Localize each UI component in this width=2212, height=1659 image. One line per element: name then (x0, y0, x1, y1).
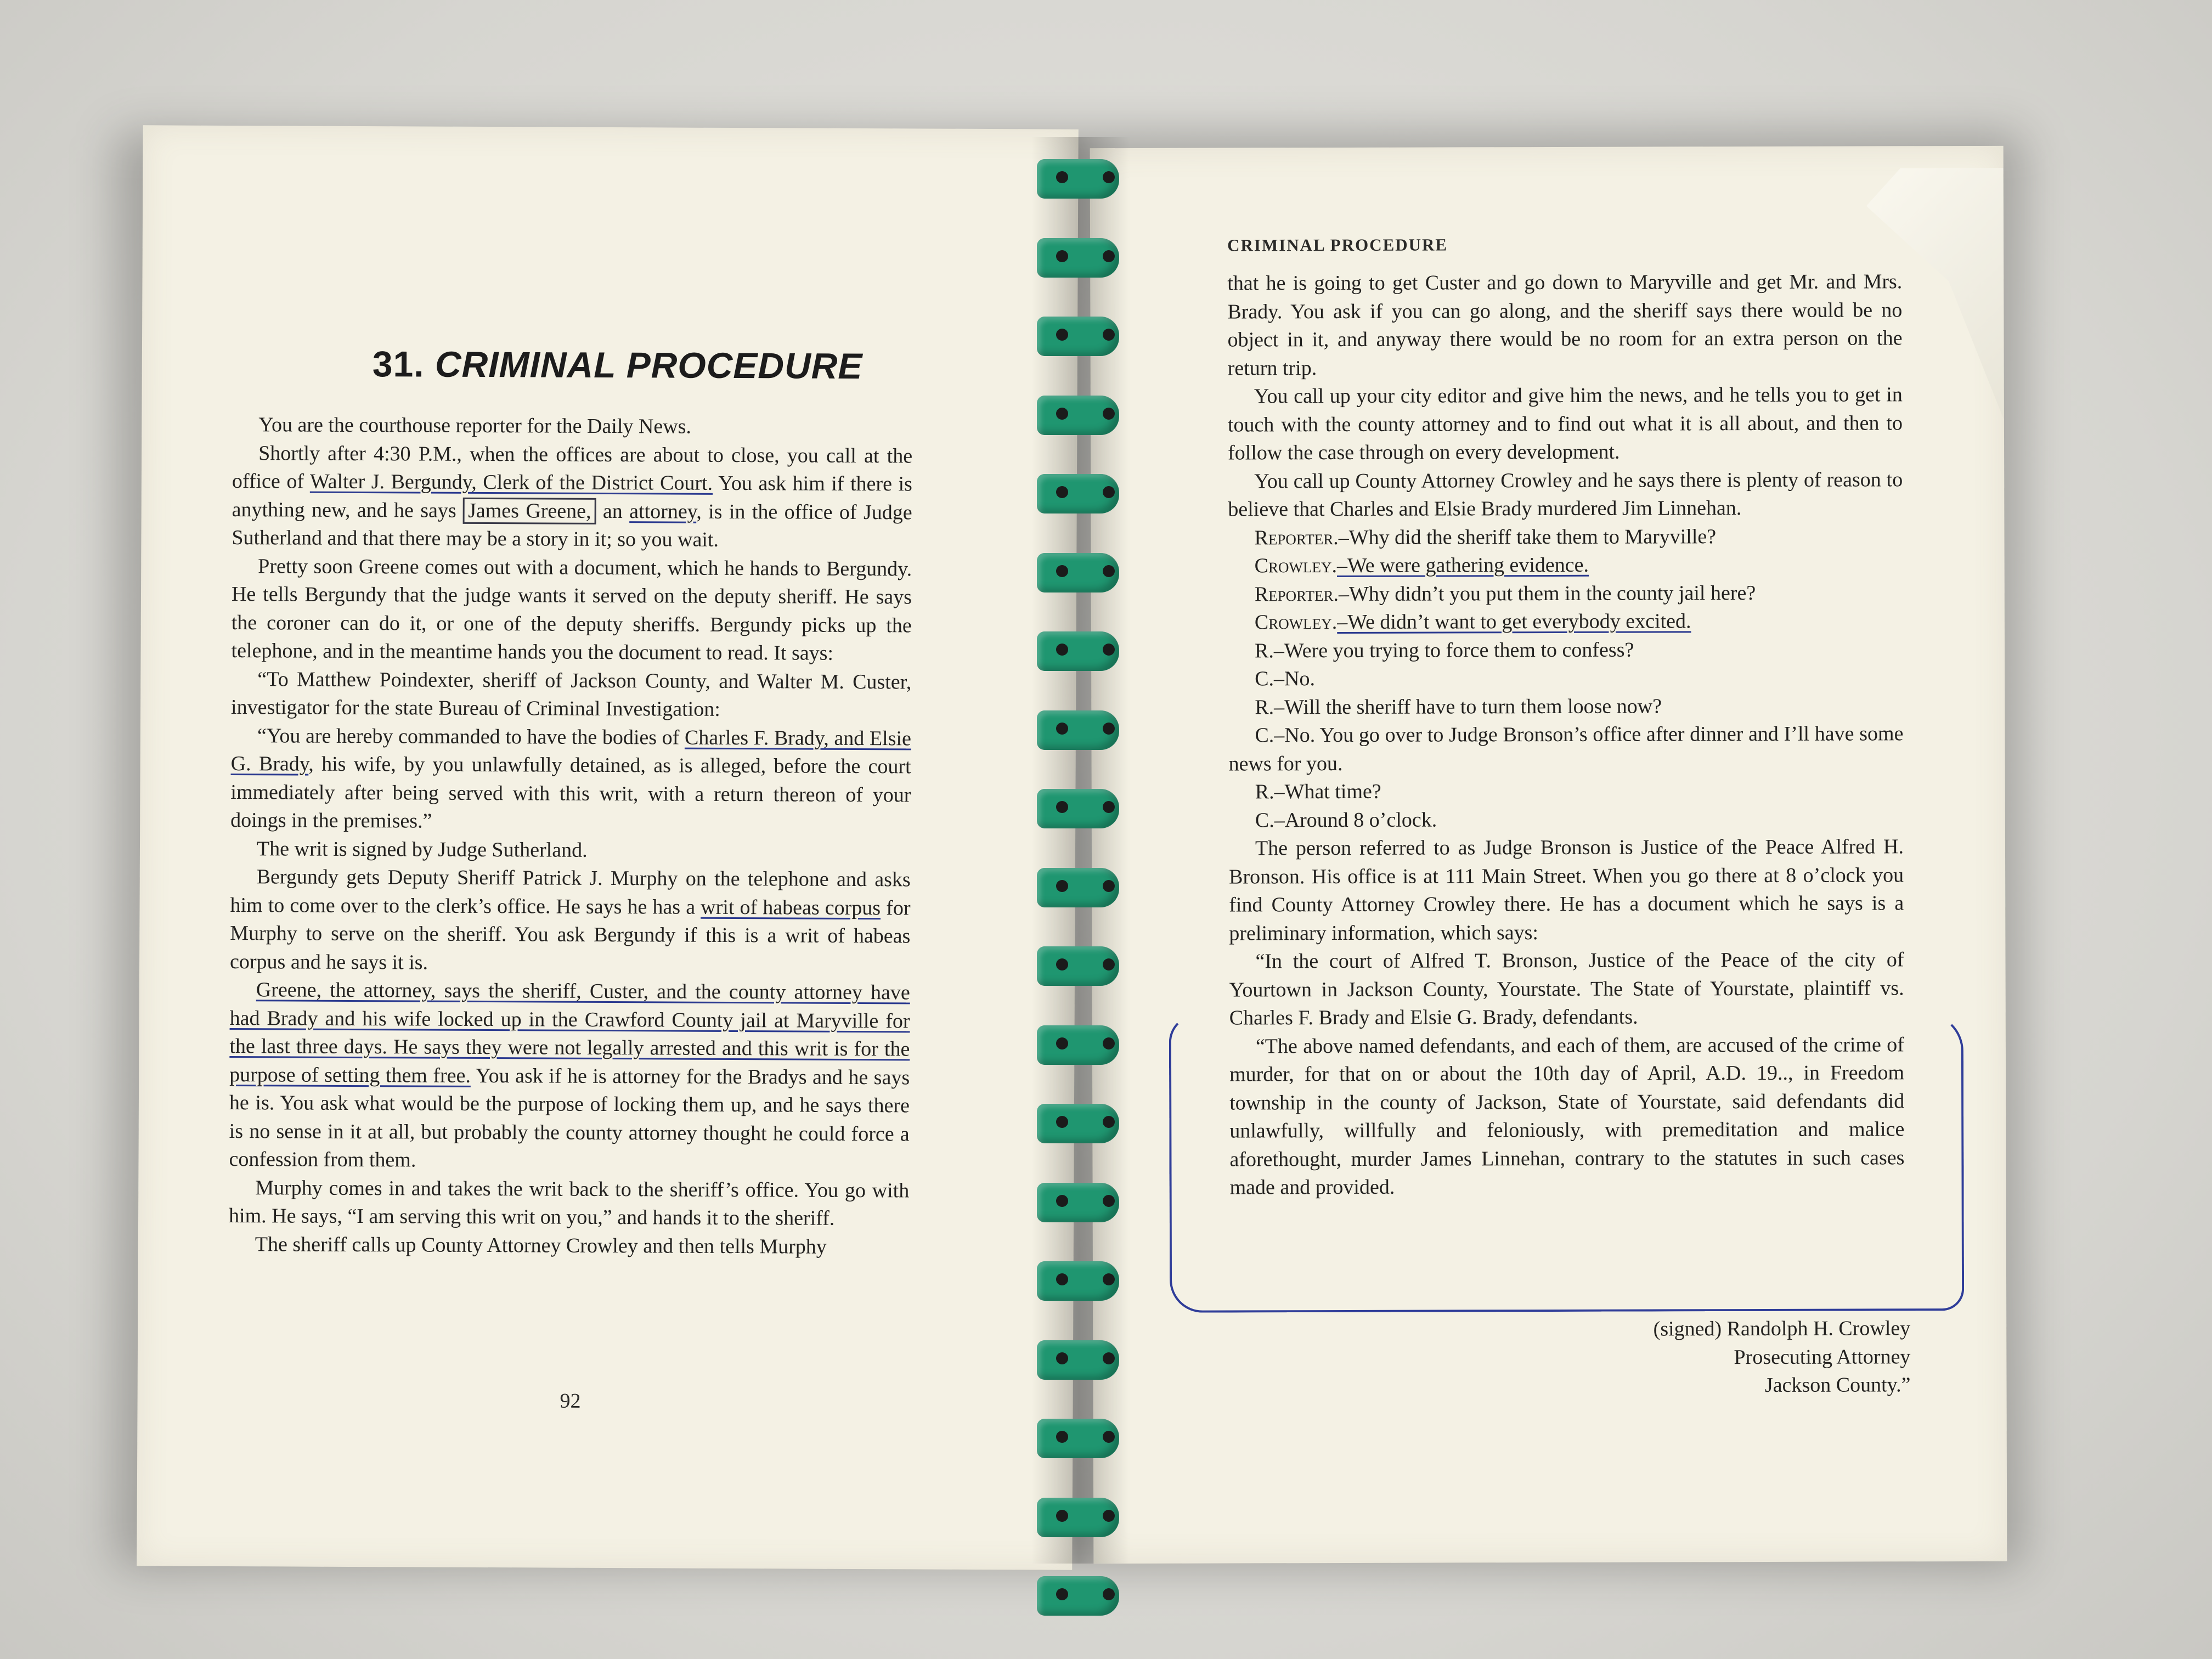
paragraph: “The above named defendants, and each of them, are accused of the crime of murder, for that on or about the 10th day of April, A.D. 19.., in Freedom township in the county of Jackson, State of Yourstate, said defendants did unlawfully, willfully and feloniously, with premeditation and malice aforethought, murder James Linnehan, contrary to the statutes in such cases made and provided. (1229, 1032, 1905, 1199)
spiral-coil (1037, 548, 1130, 587)
pen-underline: Greene, the attorney, says the sheriff, Custer, and the county attorney have had Brady and his wife locked up in the Crawford County jail at Maryville for the last three days. He says they were not legally arrested and this writ is for the purpose of setting them free. (229, 978, 910, 1087)
signature-line: (signed) Randolph H. Crowley (1653, 1317, 1911, 1341)
paragraph: You call up County Attorney Crowley and he says there is plenty of reason to believe that Charles and Elsie Brady murdered Jim Linnehan. (1228, 467, 1903, 521)
paragraph: Shortly after 4:30 P.M., when the offices are about to close, you call at the office of Walter J. Bergundy, Clerk of the District Court. You ask him if there is anything new, and he says James Greene, an attorney, is in the office of Judge Sutherland and that there may be a story in it; so you wait. (232, 441, 913, 551)
pen-underline: writ of habeas corpus (701, 895, 881, 919)
spiral-coil (1037, 1098, 1130, 1138)
pen-underline: Walter J. Bergundy, Clerk of the District Court. (309, 470, 713, 495)
pen-underline: attorney (629, 499, 697, 523)
paragraph: The person referred to as Judge Bronson is Justice of the Peace Alfred H. Bronson. His office is at 111 Main Street. When you go there at 8 o’clock you find County Attorney Crowley there. He has a document which he says is a preliminary information, which says: (1229, 835, 1904, 945)
pen-underline: –We didn’t want to get everybody excited. (1337, 610, 1691, 634)
spiral-coil (1037, 1335, 1130, 1374)
spiral-coil (1037, 941, 1130, 980)
spiral-coil (1037, 1413, 1130, 1453)
spiral-coil (1037, 862, 1130, 902)
page-number: 92 (560, 1389, 581, 1413)
paragraph: Pretty soon Greene comes out with a document, which he hands to Bergundy. He tells Bergundy that the judge wants it served on the deputy sheriff. He says the coroner can do it, or one of the deputy sheriffs. Bergundy picks up the telephone, and in the meantime hands you the document to read. It says: (231, 554, 912, 665)
spiral-coil (1037, 1256, 1130, 1295)
paragraph: Bergundy gets Deputy Sheriff Patrick J. Murphy on the telephone and asks him to come over to the clerk’s office. He says he has a writ of habeas corpus for Murphy to serve on the sheriff. You ask Bergundy if this is a writ of habeas corpus and he says it is. (229, 865, 911, 974)
paragraph: The sheriff calls up County Attorney Crowley and then tells Murphy (255, 1232, 827, 1259)
chapter-number: 31. (372, 343, 425, 385)
spiral-coil (1037, 626, 1130, 665)
dialog-line: C.–No. You go over to Judge Bronson’s office after dinner and I’ll have some news for you. (1228, 722, 1904, 776)
signature-block (1526, 1314, 1910, 1400)
right-page (1090, 146, 2007, 1564)
spiral-coil (1037, 1020, 1130, 1059)
spiral-coil (1037, 469, 1130, 508)
dialog-line: C.–No. (1255, 667, 1316, 691)
dialog-line: R.–Were you trying to force them to confess? (1254, 638, 1634, 662)
running-head: CRIMINAL PROCEDURE (1227, 235, 1448, 255)
spiral-coil (1037, 1571, 1130, 1610)
dialog-line: Reporter.–Why didn’t you put them in the county jail here? (1254, 581, 1756, 606)
pen-box: James Greene, (463, 497, 596, 524)
chapter-title: CRIMINAL PROCEDURE (435, 343, 863, 387)
dialog-line: Reporter.–Why did the sheriff take them to Maryville? (1254, 524, 1717, 549)
paragraph: Greene, the attorney, says the sheriff, Custer, and the county attorney have had Brady and his wife locked up in the Crawford County jail at Maryville for the last three days. He says they were not legally arrested and this writ is for the purpose of setting them free. You ask if he is attorney for the Bradys and he says he is. You ask what would be the purpose of locking them up, and he says there is no sense in it at all, but probably the county attorney thought he could force a confession from them. (229, 978, 910, 1172)
dialog-line: Crowley.–We were gathering evidence. (1254, 553, 1589, 578)
spiral-coil (1037, 1177, 1130, 1217)
left-body-text (229, 411, 913, 1261)
pen-bracket (1169, 1013, 1964, 1313)
spiral-coil (1037, 233, 1130, 272)
signature-title: Prosecuting Attorney (1734, 1345, 1911, 1369)
spiral-coil (1037, 390, 1130, 430)
paragraph: “To Matthew Poindexter, sheriff of Jackson County, and Walter M. Custer, investigator for the state Bureau of Criminal Investigation: (231, 667, 912, 721)
left-page (137, 125, 1078, 1570)
paragraph: “In the court of Alfred T. Bronson, Justice of the Peace of the city of Yourtown in Jackson County, Yourstate. The State of Yourstate, plaintiff vs. Charles F. Brady and Elsie G. Brady, defendants. (1229, 948, 1904, 1030)
spiral-coil (1037, 783, 1130, 823)
paragraph: “You are hereby commanded to have the bodies of Charles F. Brady, and Elsie G. Brady, his wife, by you unlawfully detained, as is alleged, before the court immediately after being served with this writ, with a return thereon of your doings in the premises.” (230, 724, 911, 833)
paragraph: You call up your city editor and give him the news, and he tells you to get in touch with the county attorney and to find out what it is all about, and then to follow the case through on every development. (1227, 383, 1903, 465)
spiral-coil (1037, 1492, 1130, 1532)
paragraph: that he is going to get Custer and go down to Maryville and get Mr. and Mrs. Brady. You ask if you can go along, and the sheriff says there would be no object in it, and anyway there would be no room for an extra person on the return trip. (1227, 270, 1903, 380)
pen-underline: –We were gathering evidence. (1336, 553, 1589, 578)
dialog-line: R.–What time? (1255, 780, 1381, 804)
paragraph: You are the courthouse reporter for the Daily News. (258, 413, 692, 438)
dialog-line: R.–Will the sheriff have to turn them loose now? (1255, 694, 1662, 719)
signature-county: Jackson County.” (1764, 1373, 1911, 1397)
dialog-line: Crowley.–We didn’t want to get everybody excited. (1254, 610, 1691, 634)
dialog-line: C.–Around 8 o’clock. (1255, 808, 1437, 832)
spiral-coil (1037, 705, 1130, 744)
spiral-coil (1037, 154, 1130, 193)
paragraph: Murphy comes in and takes the writ back to the sheriff’s office. You go with him. He says, “I am serving this writ on you,” and hands it to the sheriff. (228, 1176, 910, 1230)
chapter-heading (373, 343, 976, 387)
paragraph: The writ is signed by Judge Sutherland. (256, 837, 588, 862)
spiral-coil (1037, 311, 1130, 351)
pen-underline: Charles F. Brady, and Elsie G. Brady (230, 726, 911, 776)
